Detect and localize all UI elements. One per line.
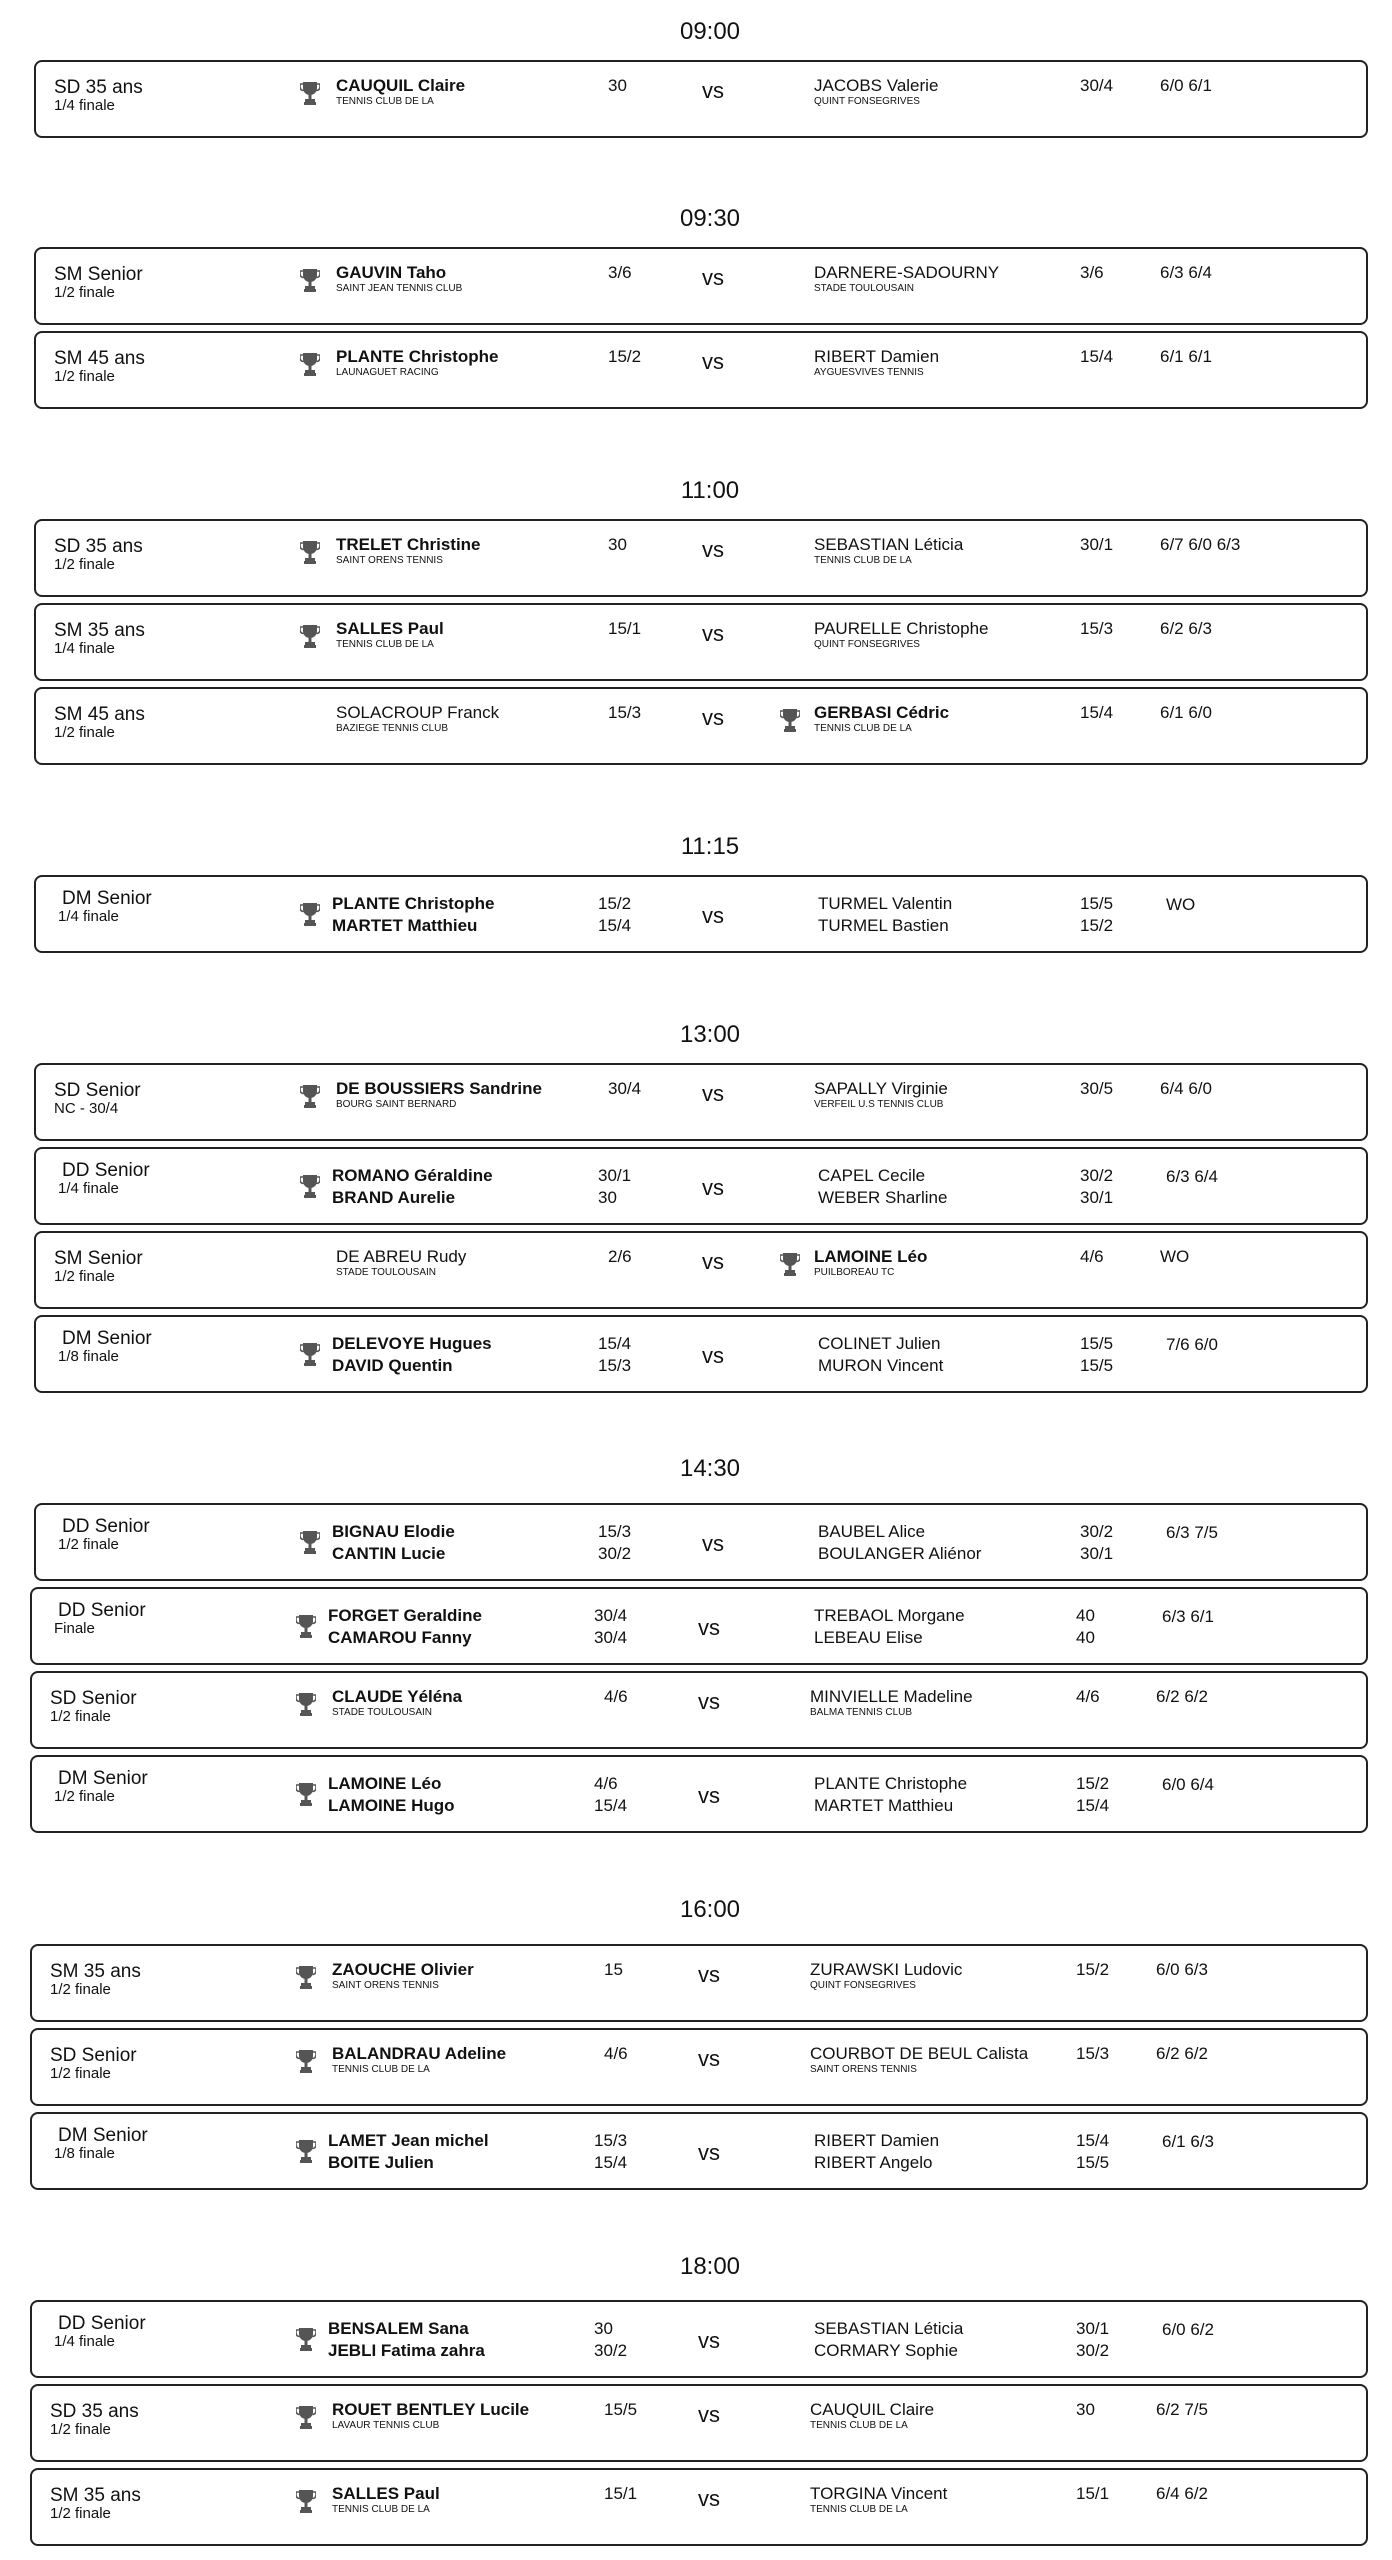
player-ranking: 4/6	[594, 1774, 618, 1793]
match-score: 6/2 7/5	[1156, 2400, 1208, 2419]
player-ranking: 15/3	[598, 1356, 632, 1375]
match-category	[58, 1328, 152, 1365]
category-label: SM Senior	[54, 1248, 143, 1269]
vs-separator: vs	[698, 1689, 720, 1714]
player-ranking: 30/1	[1080, 1188, 1114, 1207]
player-club: STADE TOULOUSAIN	[336, 1267, 437, 1278]
match-card[interactable]	[34, 1315, 1368, 1393]
match-category	[54, 2313, 146, 2350]
player-ranking: 30/2	[1076, 2341, 1110, 2360]
player-ranking: 15/1	[604, 2484, 638, 2503]
player-name: CANTIN Lucie	[332, 1544, 446, 1563]
player-ranking: 30/2	[594, 2341, 628, 2360]
trophy-icon	[300, 1083, 320, 1109]
player-club: TENNIS CLUB DE LA	[814, 723, 912, 734]
round-label: 1/4 finale	[54, 640, 115, 657]
player-name: PLANTE Christophe	[332, 894, 495, 913]
vs-separator: vs	[702, 903, 724, 928]
match-score: 6/4 6/0	[1160, 1079, 1212, 1098]
match-score: 6/1 6/3	[1162, 2132, 1214, 2151]
player-ranking: 15/4	[598, 1334, 632, 1353]
trophy-icon	[300, 623, 320, 649]
match-score: WO	[1166, 895, 1196, 914]
match-category	[50, 2486, 141, 2522]
player-name: GERBASI Cédric	[814, 703, 950, 722]
trophy-icon	[296, 1964, 316, 1990]
trophy-icon	[300, 1341, 320, 1367]
player-ranking: 15/3	[598, 1522, 632, 1541]
category-label: SM 45 ans	[54, 704, 145, 725]
match-category	[54, 265, 143, 301]
player-ranking: 15/1	[608, 619, 642, 638]
player-name: TREBAOL Morgane	[814, 1606, 965, 1625]
player-ranking: 30/1	[1080, 535, 1114, 554]
player-name: SAPALLY Virginie	[814, 1079, 948, 1098]
player-name: BOULANGER Aliénor	[818, 1544, 982, 1563]
player-name: TORGINA Vincent	[810, 2484, 948, 2503]
vs-separator: vs	[698, 2328, 720, 2353]
vs-separator: vs	[698, 1615, 720, 1640]
player-ranking: 15/2	[1080, 916, 1114, 935]
player-ranking: 15/2	[1076, 1774, 1110, 1793]
player-club: SAINT ORENS TENNIS	[336, 555, 443, 566]
match-category	[54, 1600, 146, 1637]
player-club: BAZIEGE TENNIS CLUB	[336, 723, 449, 734]
trophy-icon	[780, 707, 800, 733]
player-ranking: 4/6	[604, 2044, 628, 2063]
time-slot-heading: 13:00	[679, 1021, 741, 1048]
player-name: PLANTE Christophe	[814, 1774, 968, 1793]
category-label: SD 35 ans	[50, 2401, 139, 2422]
player-ranking: 15	[604, 1960, 623, 1979]
match-score: 6/0 6/4	[1162, 1775, 1214, 1794]
trophy-icon	[296, 2048, 316, 2074]
vs-separator: vs	[702, 349, 724, 374]
player-club: TENNIS CLUB DE LA	[814, 555, 912, 566]
player-club: TENNIS CLUB DE LA	[332, 2504, 430, 2515]
player-name: CAUQUIL Claire	[810, 2400, 935, 2419]
round-label: 1/2 finale	[58, 1536, 119, 1553]
match-card[interactable]	[34, 247, 1368, 325]
player-club: SAINT ORENS TENNIS	[810, 2064, 917, 2075]
match-category	[50, 2046, 137, 2082]
match-score: 6/0 6/1	[1160, 76, 1212, 95]
trophy-icon	[296, 2404, 316, 2430]
player-ranking: 30	[1076, 2400, 1095, 2419]
match-card[interactable]	[34, 603, 1368, 681]
player-name: RIBERT Damien	[814, 347, 940, 366]
vs-separator: vs	[702, 1531, 724, 1556]
player-name: WEBER Sharline	[818, 1188, 948, 1207]
match-score: 6/0 6/2	[1162, 2320, 1214, 2339]
round-label: 1/4 finale	[58, 908, 119, 925]
round-label: 1/2 finale	[50, 1981, 111, 1998]
round-label: 1/2 finale	[54, 1268, 115, 1285]
time-slot-heading: 18:00	[679, 2253, 741, 2280]
match-card[interactable]	[34, 1063, 1368, 1141]
player-ranking: 30	[608, 76, 627, 95]
round-label: 1/4 finale	[54, 2333, 115, 2350]
player-name: SOLACROUP Franck	[336, 703, 500, 722]
category-label: SM Senior	[54, 264, 143, 285]
round-label: 1/2 finale	[50, 2065, 111, 2082]
player-ranking: 15/5	[1080, 1334, 1114, 1353]
player-name: LAMET Jean michel	[328, 2131, 489, 2150]
player-name: BRAND Aurelie	[332, 1188, 456, 1207]
match-score: 6/4 6/2	[1156, 2484, 1208, 2503]
vs-separator: vs	[698, 1783, 720, 1808]
match-card[interactable]	[34, 1503, 1368, 1581]
player-name: LAMOINE Léo	[814, 1247, 928, 1266]
round-label: 1/2 finale	[54, 368, 115, 385]
round-label: 1/2 finale	[50, 1708, 111, 1725]
round-label: 1/4 finale	[54, 97, 115, 114]
player-club: QUINT FONSEGRIVES	[814, 96, 920, 107]
match-card[interactable]	[30, 2468, 1368, 2546]
player-name: DAVID Quentin	[332, 1356, 453, 1375]
player-name: DE BOUSSIERS Sandrine	[336, 1079, 542, 1098]
round-label: 1/2 finale	[54, 724, 115, 741]
match-score: 6/3 7/5	[1166, 1523, 1218, 1542]
player-club: AYGUESVIVES TENNIS	[814, 367, 924, 378]
vs-separator: vs	[702, 1249, 724, 1274]
match-card[interactable]	[34, 60, 1368, 138]
player-club: VERFEIL U.S TENNIS CLUB	[814, 1099, 944, 1110]
match-card[interactable]	[30, 1671, 1368, 1749]
player-name: BOITE Julien	[328, 2153, 434, 2172]
trophy-icon	[780, 1251, 800, 1277]
player-name: SEBASTIAN Léticia	[814, 535, 964, 554]
player-name: PAURELLE Christophe	[814, 619, 989, 638]
trophy-icon	[300, 901, 320, 927]
category-label: DM Senior	[62, 1328, 152, 1349]
player-name: SALLES Paul	[336, 619, 444, 638]
player-name: JEBLI Fatima zahra	[328, 2341, 485, 2360]
vs-separator: vs	[702, 265, 724, 290]
player-club: LAUNAGUET RACING	[336, 367, 439, 378]
category-label: SD 35 ans	[54, 77, 143, 98]
player-name: TRELET Christine	[336, 535, 481, 554]
match-score: 6/3 6/1	[1162, 1607, 1214, 1626]
match-card[interactable]	[34, 1231, 1368, 1309]
player-ranking: 4/6	[604, 1687, 628, 1706]
player-ranking: 30/4	[594, 1628, 628, 1647]
player-name: ZAOUCHE Olivier	[332, 1960, 474, 1979]
player-club: TENNIS CLUB DE LA	[336, 96, 434, 107]
player-club: SAINT ORENS TENNIS	[332, 1980, 439, 1991]
player-club: TENNIS CLUB DE LA	[810, 2420, 908, 2431]
match-category	[54, 1081, 141, 1117]
match-score: 6/3 6/4	[1166, 1167, 1218, 1186]
match-score: WO	[1160, 1247, 1190, 1266]
player-name: BENSALEM Sana	[328, 2319, 469, 2338]
trophy-icon	[296, 2488, 316, 2514]
player-ranking: 15/2	[598, 894, 632, 913]
player-name: DELEVOYE Hugues	[332, 1334, 492, 1353]
player-name: COLINET Julien	[818, 1334, 941, 1353]
category-label: SM 35 ans	[54, 620, 145, 641]
player-ranking: 30/1	[1076, 2319, 1110, 2338]
vs-separator: vs	[698, 2140, 720, 2165]
player-club: BALMA TENNIS CLUB	[810, 1707, 913, 1718]
category-label: DM Senior	[62, 888, 152, 909]
match-score: 6/2 6/2	[1156, 2044, 1208, 2063]
category-label: SD 35 ans	[54, 536, 143, 557]
match-score: 6/2 6/2	[1156, 1687, 1208, 1706]
time-slot-heading: 14:30	[679, 1455, 741, 1482]
match-card[interactable]	[30, 2300, 1368, 2378]
trophy-icon	[300, 267, 320, 293]
player-club: BOURG SAINT BERNARD	[336, 1099, 457, 1110]
player-ranking: 40	[1076, 1628, 1095, 1647]
player-name: JACOBS Valerie	[814, 76, 939, 95]
player-club: QUINT FONSEGRIVES	[810, 1980, 916, 1991]
player-ranking: 15/5	[1076, 2153, 1110, 2172]
player-ranking: 15/3	[1080, 619, 1114, 638]
player-ranking: 15/4	[1080, 347, 1114, 366]
player-name: SALLES Paul	[332, 2484, 440, 2503]
trophy-icon	[300, 351, 320, 377]
category-label: DD Senior	[58, 1600, 146, 1621]
player-name: MINVIELLE Madeline	[810, 1687, 973, 1706]
player-ranking: 30/2	[1080, 1166, 1114, 1185]
round-label: 1/2 finale	[54, 556, 115, 573]
trophy-icon	[296, 1781, 316, 1807]
trophy-icon	[296, 1613, 316, 1639]
player-name: TURMEL Valentin	[818, 894, 953, 913]
player-name: LAMOINE Hugo	[328, 1796, 455, 1815]
match-card[interactable]	[30, 1755, 1368, 1833]
time-slot-heading: 09:30	[679, 205, 741, 232]
player-name: FORGET Geraldine	[328, 1606, 482, 1625]
player-name: ZURAWSKI Ludovic	[810, 1960, 963, 1979]
category-label: DD Senior	[58, 2313, 146, 2334]
vs-separator: vs	[698, 2402, 720, 2427]
player-ranking: 15/4	[1080, 703, 1114, 722]
player-ranking: 30/2	[598, 1544, 632, 1563]
match-card[interactable]	[30, 2028, 1368, 2106]
player-ranking: 15/4	[1076, 2131, 1110, 2150]
player-ranking: 30/4	[1080, 76, 1114, 95]
round-label: 1/4 finale	[58, 1180, 119, 1197]
player-ranking: 15/4	[594, 1796, 628, 1815]
round-label: 1/2 finale	[50, 2421, 111, 2438]
player-ranking: 15/5	[1080, 894, 1114, 913]
player-ranking: 30/1	[1080, 1544, 1114, 1563]
match-card[interactable]	[30, 1944, 1368, 2022]
player-ranking: 15/3	[594, 2131, 628, 2150]
category-label: DM Senior	[58, 2125, 148, 2146]
player-ranking: 30/4	[594, 1606, 628, 1625]
player-name: CAPEL Cecile	[818, 1166, 926, 1185]
match-category	[54, 2125, 148, 2162]
round-label: 1/8 finale	[58, 1348, 119, 1365]
time-slot-heading: 11:15	[680, 833, 740, 860]
player-ranking: 30	[608, 535, 627, 554]
trophy-icon	[296, 2138, 316, 2164]
player-name: MURON Vincent	[818, 1356, 944, 1375]
match-category	[50, 1962, 141, 1998]
trophy-icon	[300, 1173, 320, 1199]
match-category	[58, 1160, 150, 1197]
match-score: 6/0 6/3	[1156, 1960, 1208, 1979]
match-score: 6/1 6/1	[1160, 347, 1212, 366]
player-ranking: 30/1	[598, 1166, 632, 1185]
player-ranking: 30/4	[608, 1079, 642, 1098]
player-club: STADE TOULOUSAIN	[332, 1707, 433, 1718]
player-club: TENNIS CLUB DE LA	[336, 639, 434, 650]
player-name: TURMEL Bastien	[818, 916, 949, 935]
trophy-icon	[300, 1529, 320, 1555]
round-label: Finale	[54, 1620, 95, 1637]
category-label: DD Senior	[62, 1160, 150, 1181]
player-name: BIGNAU Elodie	[332, 1522, 455, 1541]
round-label: 1/2 finale	[54, 284, 115, 301]
player-name: ROUET BENTLEY Lucile	[332, 2400, 530, 2419]
category-label: DD Senior	[62, 1516, 150, 1537]
vs-separator: vs	[702, 705, 724, 730]
match-card[interactable]	[34, 331, 1368, 409]
player-name: SEBASTIAN Léticia	[814, 2319, 964, 2338]
player-club: QUINT FONSEGRIVES	[814, 639, 920, 650]
vs-separator: vs	[698, 2486, 720, 2511]
match-category	[54, 78, 143, 114]
player-name: COURBOT DE BEUL Calista	[810, 2044, 1029, 2063]
player-name: BALANDRAU Adeline	[332, 2044, 507, 2063]
match-card[interactable]	[30, 2112, 1368, 2190]
match-category	[54, 537, 143, 573]
match-score: 6/3 6/4	[1160, 263, 1212, 282]
player-club: STADE TOULOUSAIN	[814, 283, 915, 294]
player-ranking: 15/5	[1080, 1356, 1114, 1375]
player-club: TENNIS CLUB DE LA	[332, 2064, 430, 2075]
category-label: SM 45 ans	[54, 348, 145, 369]
vs-separator: vs	[702, 78, 724, 103]
player-ranking: 30	[594, 2319, 613, 2338]
player-ranking: 15/2	[1076, 1960, 1110, 1979]
vs-separator: vs	[702, 1175, 724, 1200]
player-club: SAINT JEAN TENNIS CLUB	[336, 283, 463, 294]
trophy-icon	[296, 2326, 316, 2352]
match-category	[54, 1768, 148, 1805]
match-score: 6/1 6/0	[1160, 703, 1212, 722]
match-card[interactable]	[34, 1147, 1368, 1225]
player-ranking: 15/1	[1076, 2484, 1110, 2503]
match-score: 7/6 6/0	[1166, 1335, 1218, 1354]
player-ranking: 40	[1076, 1606, 1095, 1625]
player-ranking: 15/3	[608, 703, 642, 722]
player-name: ROMANO Géraldine	[332, 1166, 493, 1185]
match-category	[54, 705, 145, 741]
match-card[interactable]	[30, 2384, 1368, 2462]
vs-separator: vs	[698, 1962, 720, 1987]
player-name: GAUVIN Taho	[336, 263, 447, 282]
player-name: PLANTE Christophe	[336, 347, 499, 366]
player-ranking: 3/6	[608, 263, 632, 282]
player-ranking: 15/4	[598, 916, 632, 935]
category-label: SD Senior	[50, 2045, 137, 2066]
player-name: CAUQUIL Claire	[336, 76, 466, 95]
player-name: MARTET Matthieu	[814, 1796, 954, 1815]
round-label: NC - 30/4	[54, 1100, 119, 1117]
match-card[interactable]	[34, 875, 1368, 953]
vs-separator: vs	[702, 537, 724, 562]
time-slot-heading: 09:00	[679, 18, 741, 45]
player-club: LAVAUR TENNIS CLUB	[332, 2420, 440, 2431]
player-name: LAMOINE Léo	[328, 1774, 442, 1793]
round-label: 1/2 finale	[50, 2505, 111, 2522]
player-ranking: 15/2	[608, 347, 642, 366]
category-label: SM 35 ans	[50, 1961, 141, 1982]
player-ranking: 2/6	[608, 1247, 632, 1266]
match-card[interactable]	[30, 1587, 1368, 1665]
player-name: CAMAROU Fanny	[328, 1628, 472, 1647]
player-name: DARNERE-SADOURNY	[814, 263, 1000, 282]
player-ranking: 15/4	[1076, 1796, 1110, 1815]
player-name: BAUBEL Alice	[818, 1522, 926, 1541]
category-label: DM Senior	[58, 1768, 148, 1789]
match-category	[54, 1249, 143, 1285]
time-slot-heading: 16:00	[679, 1896, 741, 1923]
match-category	[50, 2402, 139, 2438]
match-category	[58, 888, 152, 925]
player-ranking: 3/6	[1080, 263, 1104, 282]
category-label: SD Senior	[50, 1688, 137, 1709]
match-score: 6/7 6/0 6/3	[1160, 535, 1241, 554]
match-score: 6/2 6/3	[1160, 619, 1212, 638]
round-label: 1/8 finale	[54, 2145, 115, 2162]
match-card[interactable]	[34, 687, 1368, 765]
match-category	[54, 349, 145, 385]
player-ranking: 4/6	[1076, 1687, 1100, 1706]
player-name: RIBERT Angelo	[814, 2153, 933, 2172]
player-ranking: 15/5	[604, 2400, 638, 2419]
player-club: PUILBOREAU TC	[814, 1267, 895, 1278]
trophy-icon	[300, 80, 320, 106]
time-slot-heading: 11:00	[680, 477, 740, 504]
vs-separator: vs	[702, 1343, 724, 1368]
match-card[interactable]	[34, 519, 1368, 597]
round-label: 1/2 finale	[54, 1788, 115, 1805]
player-club: TENNIS CLUB DE LA	[810, 2504, 908, 2515]
player-name: DE ABREU Rudy	[336, 1247, 467, 1266]
category-label: SM 35 ans	[50, 2485, 141, 2506]
trophy-icon	[296, 1691, 316, 1717]
player-name: MARTET Matthieu	[332, 916, 478, 935]
vs-separator: vs	[698, 2046, 720, 2071]
player-ranking: 30	[598, 1188, 617, 1207]
player-name: CLAUDE Yéléna	[332, 1687, 463, 1706]
match-category	[58, 1516, 150, 1553]
player-ranking: 15/4	[594, 2153, 628, 2172]
vs-separator: vs	[702, 621, 724, 646]
player-name: LEBEAU Elise	[814, 1628, 923, 1647]
player-ranking: 15/3	[1076, 2044, 1110, 2063]
player-ranking: 30/5	[1080, 1079, 1114, 1098]
player-ranking: 4/6	[1080, 1247, 1104, 1266]
category-label: SD Senior	[54, 1080, 141, 1101]
match-category	[54, 621, 145, 657]
vs-separator: vs	[702, 1081, 724, 1106]
trophy-icon	[300, 539, 320, 565]
player-name: CORMARY Sophie	[814, 2341, 958, 2360]
player-ranking: 30/2	[1080, 1522, 1114, 1541]
match-category	[50, 1689, 137, 1725]
player-name: RIBERT Damien	[814, 2131, 940, 2150]
